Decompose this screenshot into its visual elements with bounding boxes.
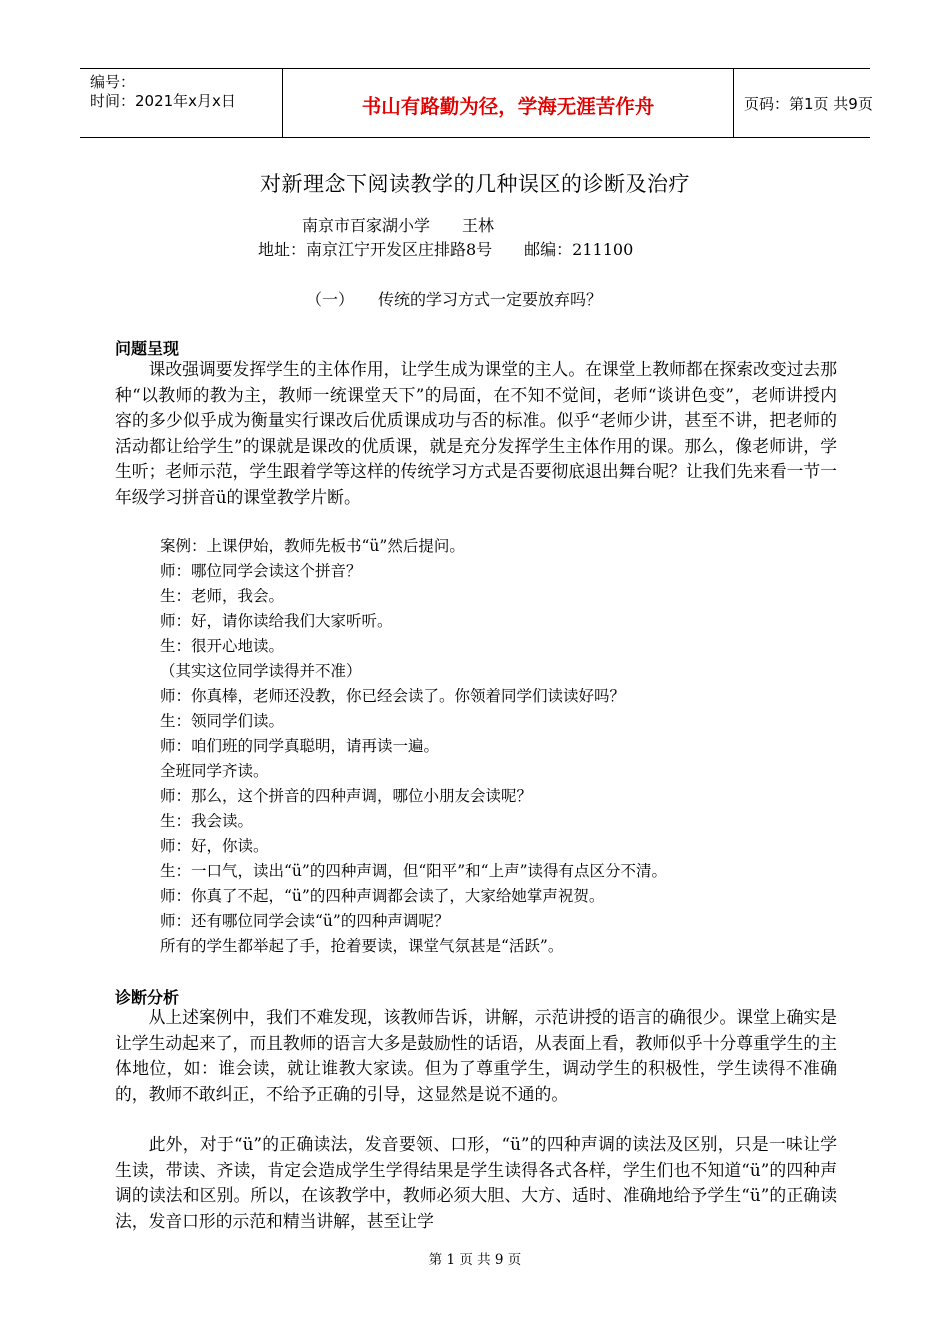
- case-line: 师：你真棒，老师还没教，你已经会读了。你领着同学们读读好吗？: [160, 687, 626, 705]
- document-date-label: 时间：2021年x月x日: [90, 92, 236, 110]
- case-line: 全班同学齐读。: [160, 762, 269, 780]
- case-line: 师：哪位同学会读这个拼音？: [160, 562, 362, 580]
- diagnosis-paragraph-2: 此外，对于“ü”的正确读法，发音要领、口形，“ü”的四种声调的读法及区别，只是一味让学生读，带读、齐读，肯定会造成学生学得结果是学生读得各式各样，学生们也不知道“ü”的四种声调的读法和区别。所以，在该教学中，教师必须大胆、大方、适时、准确地给予学生“ü”的正确读法，发音口形的示范和精当讲解，甚至让学: [115, 1134, 837, 1231]
- case-line: 师：好，你读。: [160, 837, 269, 855]
- case-line: 师：你真了不起，“ü”的四种声调都会读了，大家给她掌声祝贺。: [160, 887, 605, 905]
- case-line: 所有的学生都举起了手，抢着要读，课堂气氛甚是“活跃”。: [160, 937, 564, 955]
- author-line: 南京市百家湖小学 王林: [302, 216, 495, 235]
- case-line: 生：我会读。: [160, 812, 254, 830]
- header-motto: 书山有路勤为径，学海无涯苦作舟: [361, 95, 655, 118]
- page-header: [80, 68, 873, 138]
- problem-paragraph: 课改强调要发挥学生的主体作用，让学生成为课堂的主人。在课堂上教师都在探索改变过去那种“以教师的教为主，教师一统课堂天下”的局面，在不知不觉间，老师“谈讲色变”，老师讲授内容的多少似乎成为衡量实行课改后优质课成功与否的标准。似乎“老师少讲，甚至不讲，把老师的活动都让给学生”的课就是课改的优质课，就是充分发挥学生主体作用的课。那么，像老师讲，学生听；老师示范，学生跟着学等这样的传统学习方式是否要彻底退出舞台呢？让我们先来看一节一年级学习拼音ü的课堂教学片断。: [115, 359, 837, 507]
- case-line: 师：好，请你读给我们大家听听。: [160, 612, 393, 630]
- document-number-label: 编号：: [90, 73, 136, 91]
- section-heading-diagnosis: 诊断分析: [115, 988, 180, 1007]
- section-title: （一） 传统的学习方式一定要放弃吗？: [306, 290, 603, 309]
- case-line: （其实这位同学读得并不准）: [160, 662, 362, 680]
- case-line: 师：还有哪位同学会读“ü”的四种声调呢？: [160, 912, 450, 930]
- header-motto-cell: [282, 69, 734, 137]
- header-page-info: 页码：第1页 共9页: [744, 95, 873, 113]
- case-line: 案例：上课伊始，教师先板书“ü”然后提问。: [160, 537, 465, 555]
- case-line: 师：咱们班的同学真聪明，请再读一遍。: [160, 737, 440, 755]
- case-line: 生：领同学们读。: [160, 712, 285, 730]
- case-line: 师：那么，这个拼音的四种声调，哪位小朋友会读呢？: [160, 787, 533, 805]
- case-line: 生：老师，我会。: [160, 587, 285, 605]
- section-heading-problem: 问题呈现: [115, 339, 180, 358]
- header-left-cell: [80, 69, 282, 137]
- page-footer: 第 1 页 共 9 页: [428, 1252, 522, 1268]
- case-line: 生：一口气，读出“ü”的四种声调，但“阳平”和“上声”读得有点区分不清。: [160, 862, 668, 880]
- case-line: 生：很开心地读。: [160, 637, 285, 655]
- address-line: 地址：南京江宁开发区庄排路8号 邮编：211100: [258, 240, 634, 259]
- header-page-cell: [734, 69, 873, 137]
- document-title: 对新理念下阅读教学的几种误区的诊断及治疗: [260, 172, 690, 196]
- diagnosis-paragraph-1: 从上述案例中，我们不难发现，该教师告诉，讲解，示范讲授的语言的确很少。课堂上确实是让学生动起来了，而且教师的语言大多是鼓励性的话语，从表面上看，教师似乎十分尊重学生的主体地位，如：谁会读，就让谁教大家读。但为了尊重学生，调动学生的积极性，学生读得不准确的，教师不敢纠正，不给予正确的引导，这显然是说不通的。: [115, 1007, 837, 1104]
